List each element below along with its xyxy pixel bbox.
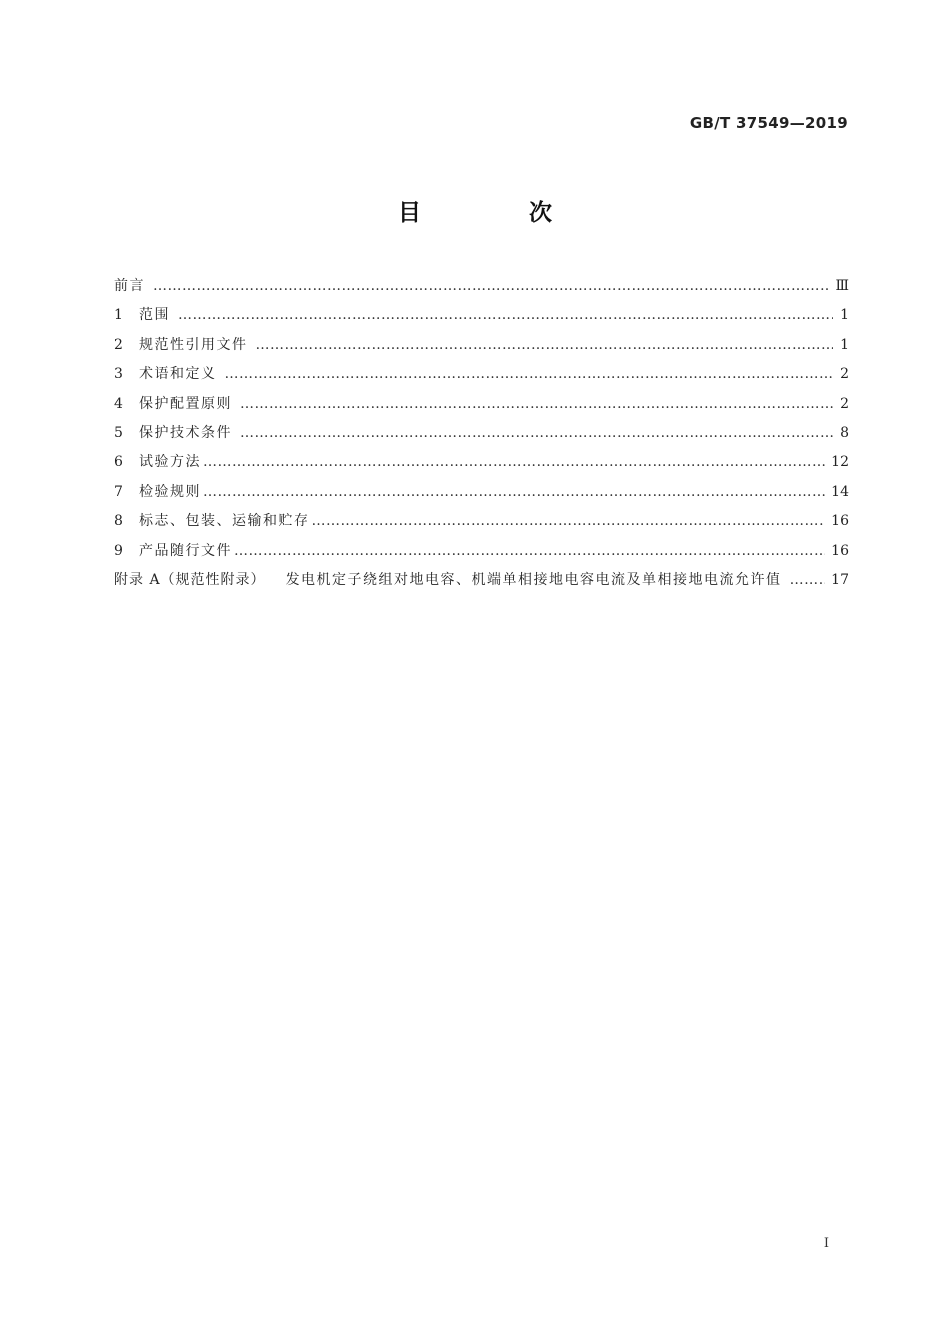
toc-leader-dots [240, 419, 833, 448]
toc-leader-dots [240, 390, 833, 419]
toc-entry-label: 检验规则 [139, 483, 201, 500]
toc-entry-technical-conditions[interactable] [114, 419, 849, 448]
toc-entry-number: 2 [114, 336, 123, 353]
page-number: Ⅰ [823, 1236, 829, 1251]
toc-entry-page: 16 [831, 542, 849, 559]
toc-entry-page: 8 [840, 424, 849, 441]
toc-leader-dots [312, 507, 826, 536]
toc-leader-dots [153, 272, 829, 301]
toc-entry-normative-references[interactable] [114, 331, 849, 360]
toc-annex-head: 附录 A（规范性附录） [114, 571, 266, 588]
toc-entry-label: 范围 [139, 307, 170, 324]
toc-leader-dots [203, 478, 825, 507]
toc-leader-dots [234, 537, 825, 566]
standard-code: GB/T 37549—2019 [689, 114, 848, 132]
toc-entry-number: 4 [114, 395, 123, 412]
toc-entry-label: 产品随行文件 [139, 542, 232, 559]
toc-entry-label: 试验方法 [139, 454, 201, 471]
toc-entry-number: 8 [114, 513, 123, 530]
toc-title: 目 次 [397, 200, 602, 226]
table-of-contents [114, 272, 849, 595]
toc-entry-number: 1 [114, 307, 123, 324]
toc-entry-label: 发电机定子绕组对地电容、机端单相接地电容电流及单相接地电流允许值 [285, 571, 782, 588]
toc-leader-dots [178, 301, 833, 330]
toc-entry-page: 17 [831, 571, 849, 588]
toc-leader-dots [790, 566, 826, 595]
toc-leader-dots [225, 360, 834, 389]
toc-entry-number: 3 [114, 366, 123, 383]
toc-entry-annex-a[interactable] [114, 566, 849, 595]
toc-entry-page: 1 [840, 336, 849, 353]
toc-entry-label: 规范性引用文件 [139, 336, 248, 353]
toc-entry-page: Ⅲ [835, 278, 849, 294]
toc-entry-terms-definitions[interactable] [114, 360, 849, 389]
toc-entry-test-methods[interactable] [114, 448, 849, 477]
toc-leader-dots [203, 448, 825, 477]
toc-entry-page: 2 [840, 366, 849, 383]
toc-entry-marking-packaging[interactable] [114, 507, 849, 536]
toc-entry-label: 保护技术条件 [139, 424, 232, 441]
toc-entry-scope[interactable] [114, 301, 849, 330]
toc-entry-number: 6 [114, 454, 123, 471]
toc-entry-page: 2 [840, 395, 849, 412]
toc-entry-inspection-rules[interactable] [114, 478, 849, 507]
toc-entry-page: 12 [831, 454, 849, 471]
toc-entry-number: 9 [114, 542, 123, 559]
toc-entry-protection-config[interactable] [114, 390, 849, 419]
toc-leader-dots [256, 331, 834, 360]
toc-entry-label: 保护配置原则 [139, 395, 232, 412]
toc-entry-page: 1 [840, 307, 849, 324]
toc-entry-label: 标志、包装、运输和贮存 [139, 513, 310, 530]
toc-entry-product-documents[interactable] [114, 537, 849, 566]
toc-entry-number: 7 [114, 483, 123, 500]
toc-entry-number: 5 [114, 424, 123, 441]
toc-entry-label: 前言 [114, 278, 145, 294]
toc-entry-label: 术语和定义 [139, 366, 217, 383]
toc-entry-page: 14 [831, 483, 849, 500]
toc-entry-page: 16 [831, 513, 849, 530]
toc-entry-foreword[interactable] [114, 272, 849, 301]
